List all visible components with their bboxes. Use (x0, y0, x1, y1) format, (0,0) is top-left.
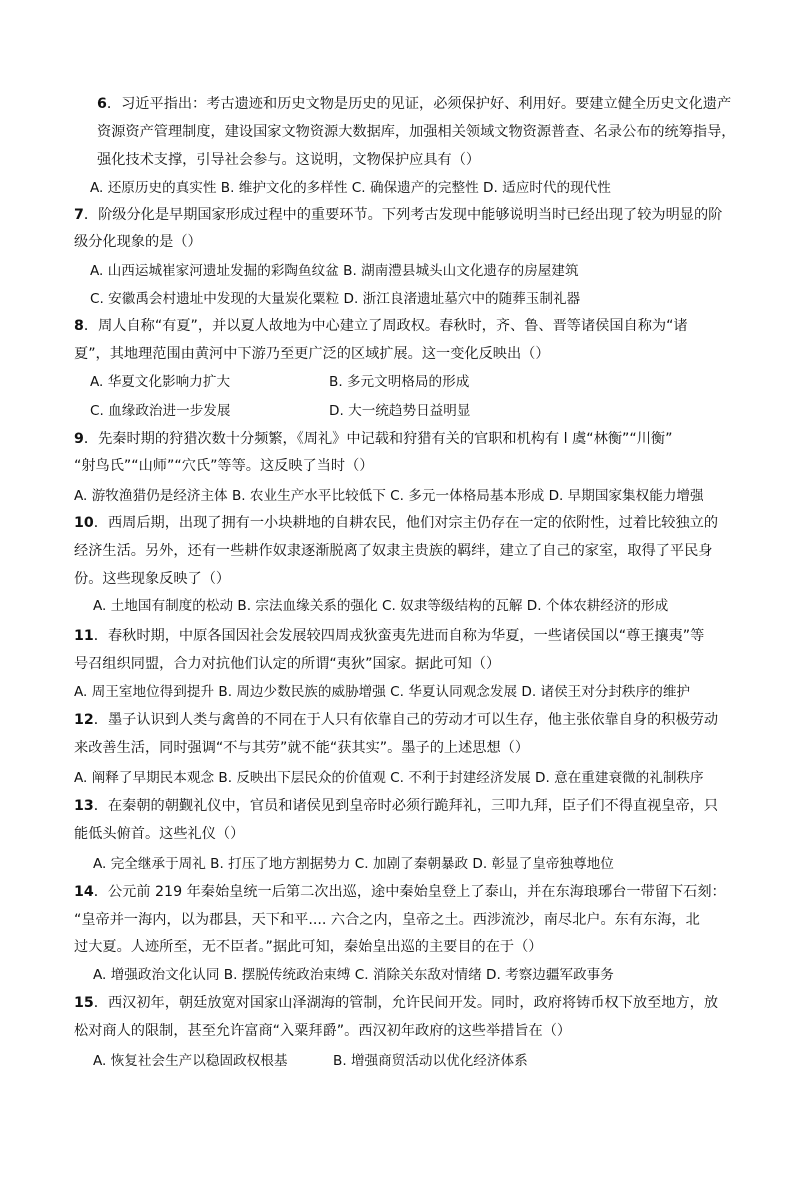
question-text-line: 资源资产管理制度，建设国家文物资源大数据库，加强相关领域文物资源普查、名录公布的统筹指导， (97, 124, 736, 140)
option-c: C. 血缘政治进一步发展 (90, 403, 231, 419)
option-b: B. 增强商贸活动以优化经济体系 (333, 1053, 528, 1069)
question-text-line: “皇帝并一海内，以为郡县，天下和平.... 六合之内，皇帝之土。西涉流沙，南尽北户。东有东海，北 (74, 912, 700, 928)
question-text-line: 来改善生活，同时强调“不与其劳”就不能“获其实”。墨子的上述思想（） (74, 740, 530, 756)
answer-options: A. 山西运城崔家河遗址发掘的彩陶鱼纹盆 B. 湖南澧县城头山文化遗存的房屋建筑 (90, 263, 579, 279)
answer-options: A. 游牧渔猎仍是经济主体 B. 农业生产水平比较低下 C. 多元一体格局基本形成 D. 早期国家集权能力增强 (74, 488, 704, 504)
answer-options: A. 土地国有制度的松动 B. 宗法血缘关系的强化 C. 奴隶等级结构的瓦解 D. 个体农耕经济的形成 (93, 598, 669, 614)
question-text-line: 松对商人的限制，甚至允许富商“入粟拜爵”。西汉初年政府的这些举措旨在（） (74, 1023, 572, 1039)
question-text-line: 8．周人自称“有夏”，并以夏人故地为中心建立了周政权。春秋时，齐、鲁、晋等诸侯国自称为“诸 (74, 318, 688, 334)
question-text-line: 过大夏。人迹所至，无不臣者。”据此可知，秦始皇出巡的主要目的在于（） (74, 939, 543, 955)
question-text-line: 15．西汉初年，朝廷放宽对国家山泽湖海的管制，允许民间开发。同时，政府将铸币权下放至地方，放 (74, 995, 719, 1011)
question-text-line: 强化技术支撑，引导社会参与。这说明，文物保护应具有（） (97, 152, 481, 168)
question-text-line: 夏”，其地理范围由黄河中下游乃至更广泛的区域扩展。这一变化反映出（） (74, 346, 550, 362)
question-text-line: 能低头俯首。这些礼仪（） (74, 826, 245, 842)
answer-options: A. 周王室地位得到提升 B. 周边少数民族的威胁增强 C. 华夏认同观念发展 D. 诸侯王对分封秩序的维护 (74, 684, 691, 700)
answer-options: A. 阐释了早期民本观念 B. 反映出下层民众的价值观 C. 不利于封建经济发展 D. 意在重建衰微的礼制秩序 (74, 770, 704, 786)
option-d: D. 大一统趋势日益明显 (329, 403, 471, 419)
question-text-line: 份。这些现象反映了（） (74, 571, 231, 587)
answer-options: A. 还原历史的真实性 B. 维护文化的多样性 C. 确保遗产的完整性 D. 适应时代的现代性 (90, 180, 611, 196)
question-text-line: 11．春秋时期，中原各国因社会发展较四周戎狄蛮夷先进而自称为华夏，一些诸侯国以“尊王攘夷”等 (74, 628, 705, 644)
answer-options: A. 增强政治文化认同 B. 摆脱传统政治束缚 C. 消除关东敌对情绪 D. 考察边疆军政事务 (93, 967, 614, 983)
question-text-line: 经济生活。另外，还有一些耕作奴隶逐渐脱离了奴隶主贵族的羁绊，建立了自己的家室，取得了平民身 (74, 543, 713, 559)
question-text-line: 14．公元前 219 年秦始皇统一后第二次出巡，途中秦始皇登上了泰山，并在东海琅琊台一带留下石刻： (74, 884, 726, 900)
answer-options: A. 完全继承于周礼 B. 打压了地方割据势力 C. 加剧了秦朝暴政 D. 彰显了皇帝独尊地位 (93, 856, 614, 872)
option-a: A. 恢复社会生产以稳固政权根基 (93, 1053, 288, 1069)
question-text-line: 10．西周后期，出现了拥有一小块耕地的自耕农民，他们对宗主仍存在一定的依附性，过着比较独立的 (74, 515, 719, 531)
question-text-line: 12．墨子认识到人类与禽兽的不同在于人只有依靠自己的劳动才可以生存，他主张依靠自身的积极劳动 (74, 712, 719, 728)
question-text-line: 级分化现象的是（） (74, 234, 202, 250)
question-text-line: “射鸟氏”“山师”“穴氏”等等。这反映了当时（） (74, 458, 374, 474)
option-b: B. 多元文明格局的形成 (329, 374, 470, 390)
question-text-line: 7．阶级分化是早期国家形成过程中的重要环节。下列考古发现中能够说明当时已经出现了较为明显的阶 (74, 207, 723, 223)
question-text-line: 号召组织同盟，合力对抗他们认定的所谓“夷狄”国家。据此可知（） (74, 656, 501, 672)
question-text-line: 9．先秦时期的狩猎次数十分频繁，《周礼》中记载和狩猎有关的官职和机构有 l 虞“林衡”“川衡” (74, 431, 673, 447)
option-a: A. 华夏文化影响力扩大 (90, 374, 231, 390)
question-text-line: 6．习近平指出：考古遗迹和历史文物是历史的见证，必须保护好、利用好。要建立健全历史文化遗产 (97, 96, 732, 112)
question-text-line: 13．在秦朝的朝觐礼仪中，官员和诸侯见到皇帝时必须行跪拜礼，三叩九拜，臣子们不得直视皇帝，只 (74, 798, 719, 814)
answer-options: C. 安徽禹会村遗址中发现的大量炭化粟粒 D. 浙江良渚遗址墓穴中的随葬玉制礼器 (90, 291, 581, 307)
